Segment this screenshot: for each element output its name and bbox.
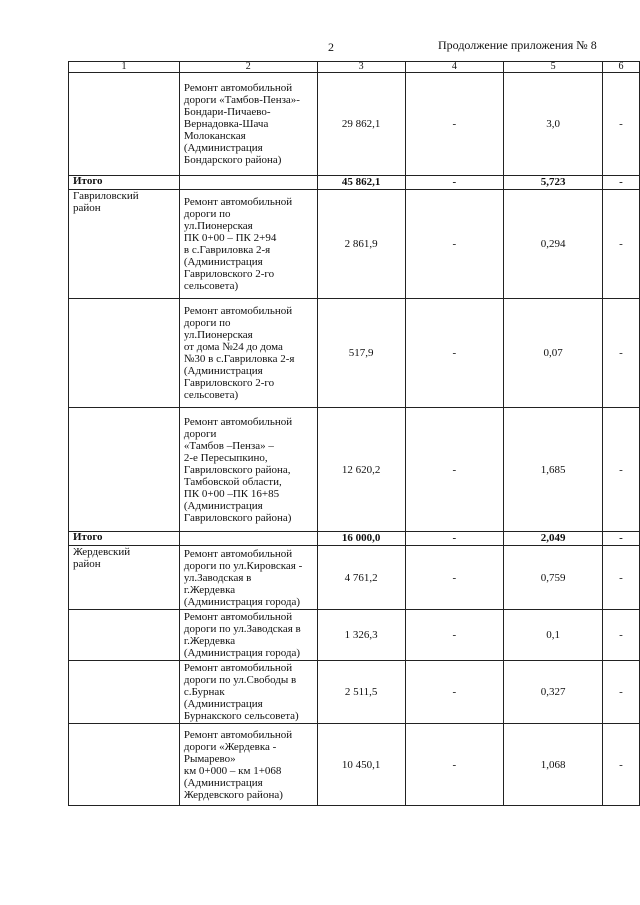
column-4-cell: - — [405, 408, 504, 532]
column-6-cell: - — [603, 176, 640, 190]
amount-cell: 16 000,0 — [317, 532, 405, 546]
description-cell: Ремонт автомобильной дороги «Тамбов –Пенза» – 2-е Пересыпкино, Гавриловского района, Тамбовской области, ПК 0+00 –ПК 16+85 (Администрация Гавриловского района) — [179, 408, 317, 532]
column-5-cell: 5,723 — [504, 176, 603, 190]
column-6-cell: - — [603, 532, 640, 546]
description-cell: Ремонт автомобильной дороги по ул.Заводская в г.Жердевка (Администрация города) — [179, 610, 317, 661]
column-5-cell: 0,294 — [504, 190, 603, 299]
column-6-cell: - — [603, 546, 640, 610]
amount-cell: 1 326,3 — [317, 610, 405, 661]
column-number: 6 — [603, 62, 640, 73]
table-row — [69, 408, 640, 532]
column-6-cell: - — [603, 610, 640, 661]
table-row — [69, 610, 640, 661]
column-4-cell: - — [405, 724, 504, 806]
column-4-cell: - — [405, 176, 504, 190]
total-row — [69, 532, 640, 546]
table-body — [69, 62, 640, 806]
amount-cell: 517,9 — [317, 299, 405, 408]
column-5-cell: 1,685 — [504, 408, 603, 532]
amount-cell: 29 862,1 — [317, 73, 405, 176]
district-cell: Итого — [69, 532, 180, 546]
column-4-cell: - — [405, 546, 504, 610]
column-5-cell: 3,0 — [504, 73, 603, 176]
description-cell: Ремонт автомобильной дороги по ул.Кировская - ул.Заводская в г.Жердевка (Администрация города) — [179, 546, 317, 610]
district-cell: Жердевский район — [69, 546, 180, 610]
amount-cell: 4 761,2 — [317, 546, 405, 610]
column-4-cell: - — [405, 73, 504, 176]
table-row — [69, 190, 640, 299]
column-number: 5 — [504, 62, 603, 73]
district-cell — [69, 408, 180, 532]
description-cell: Ремонт автомобильной дороги по ул.Пионерская ПК 0+00 – ПК 2+94 в с.Гавриловка 2-я (Администрация Гавриловского 2-го сельсовета) — [179, 190, 317, 299]
column-6-cell: - — [603, 408, 640, 532]
column-4-cell: - — [405, 610, 504, 661]
appendix-caption: Продолжение приложения № 8 — [438, 38, 597, 52]
column-number: 3 — [317, 62, 405, 73]
column-6-cell: - — [603, 190, 640, 299]
column-4-cell: - — [405, 661, 504, 724]
column-4-cell: - — [405, 190, 504, 299]
table-row — [69, 299, 640, 408]
column-6-cell: - — [603, 661, 640, 724]
district-cell: Гавриловский район — [69, 190, 180, 299]
district-cell — [69, 724, 180, 806]
district-cell — [69, 73, 180, 176]
total-row — [69, 176, 640, 190]
table-row — [69, 73, 640, 176]
column-5-cell: 0,327 — [504, 661, 603, 724]
description-cell — [179, 176, 317, 190]
column-number-row — [69, 62, 640, 73]
description-cell — [179, 532, 317, 546]
amount-cell: 2 861,9 — [317, 190, 405, 299]
column-5-cell: 2,049 — [504, 532, 603, 546]
column-6-cell: - — [603, 724, 640, 806]
amount-cell: 45 862,1 — [317, 176, 405, 190]
district-cell — [69, 661, 180, 724]
column-number: 2 — [179, 62, 317, 73]
district-cell — [69, 299, 180, 408]
description-cell: Ремонт автомобильной дороги по ул.Пионерская от дома №24 до дома №30 в с.Гавриловка 2-я (Администрация Гавриловского 2-го сельсовета) — [179, 299, 317, 408]
column-5-cell: 1,068 — [504, 724, 603, 806]
column-6-cell: - — [603, 299, 640, 408]
works-table — [68, 61, 640, 806]
amount-cell: 12 620,2 — [317, 408, 405, 532]
district-cell: Итого — [69, 176, 180, 190]
column-4-cell: - — [405, 299, 504, 408]
district-cell — [69, 610, 180, 661]
column-4-cell: - — [405, 532, 504, 546]
table-row — [69, 724, 640, 806]
page-number: 2 — [328, 40, 334, 54]
description-cell: Ремонт автомобильной дороги «Тамбов-Пенза»- Бондари-Пичаево- Вернадовка-Шача Молоканская (Администрация Бондарского района) — [179, 73, 317, 176]
description-cell: Ремонт автомобильной дороги по ул.Свободы в с.Бурнак (Администрация Бурнакского сельсовета) — [179, 661, 317, 724]
column-number: 4 — [405, 62, 504, 73]
column-5-cell: 0,07 — [504, 299, 603, 408]
column-number: 1 — [69, 62, 180, 73]
column-6-cell: - — [603, 73, 640, 176]
column-5-cell: 0,759 — [504, 546, 603, 610]
description-cell: Ремонт автомобильной дороги «Жердевка - Рымарево» км 0+000 – км 1+068 (Администрация Жердевского района) — [179, 724, 317, 806]
amount-cell: 10 450,1 — [317, 724, 405, 806]
amount-cell: 2 511,5 — [317, 661, 405, 724]
table-row — [69, 546, 640, 610]
column-5-cell: 0,1 — [504, 610, 603, 661]
table-row — [69, 661, 640, 724]
